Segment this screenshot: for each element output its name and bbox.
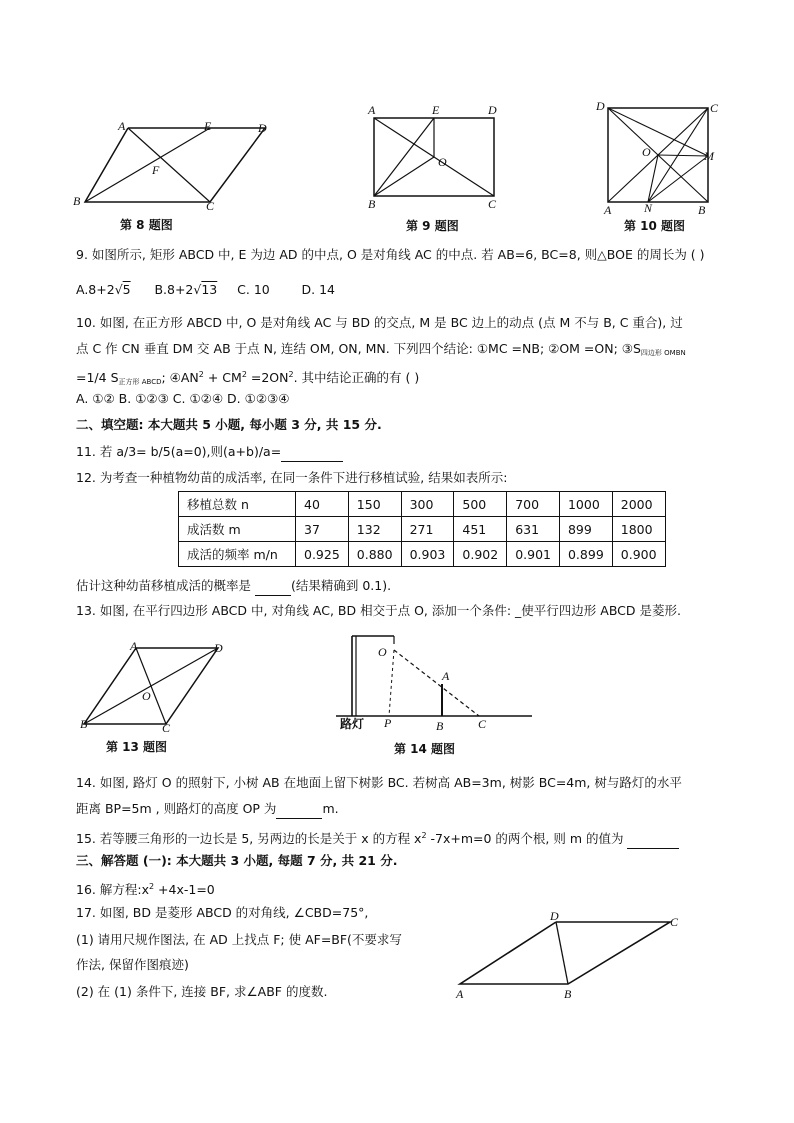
fig9-label-o: O (438, 155, 447, 169)
q10-line1: 10. 如图, 在正方形 ABCD 中, O 是对角线 AC 与 BD 的交点, M 是 BC 边上的动点 (点 M 不与 B, C 重合), 过 (76, 315, 683, 330)
section-2-title: 二、填空题: 本大题共 5 小题, 每小题 3 分, 共 15 分. (76, 417, 382, 432)
fig17-label-b: B (564, 987, 572, 1001)
fig14-label-p: P (384, 716, 392, 730)
q12-after: 估计这种幼苗移植成活的概率是 (结果精确到 0.1). (76, 577, 391, 596)
fig13-caption: 第 13 题图 (106, 740, 168, 754)
fig10-label-b: B (698, 203, 706, 217)
fig14-caption: 第 14 题图 (394, 742, 456, 756)
fig17-label-a: A (456, 987, 464, 1001)
figure-13 (76, 640, 236, 758)
fig13-label-b: B (80, 717, 88, 731)
q9-text: 9. 如图所示, 矩形 ABCD 中, E 为边 AD 的中点, O 是对角线 AC 的中点. 若 AB=6, BC=8, 则△BOE 的周长为 ( ) (76, 247, 705, 262)
q13-text: 13. 如图, 在平行四边形 ABCD 中, 对角线 AC, BD 相交于点 O, 添加一个条件: _使平行四边形 ABCD 是菱形. (76, 603, 681, 618)
q12-answer-blank[interactable] (255, 577, 291, 596)
figure-10 (594, 98, 726, 238)
fig14-label-a: A (442, 669, 450, 683)
q12-table (178, 491, 666, 567)
q17-line3: 作法, 保留作图痕迹) (76, 957, 189, 972)
figure-9 (362, 100, 512, 238)
fig10-caption: 第 10 题图 (624, 219, 686, 233)
q15-answer-blank[interactable] (627, 830, 679, 849)
figure-8 (70, 118, 270, 234)
q11-text: 11. 若 a/3= b/5(a=0),则(a+b)/a= (76, 443, 343, 462)
fig8-caption: 第 8 题图 (120, 218, 173, 232)
fig13-label-c: C (162, 721, 171, 735)
fig9-label-b: B (368, 197, 376, 211)
q15-text: 15. 若等腰三角形的一边长是 5, 另两边的长是关于 x 的方程 $x^2$ -7x+m=0 的两个根, 则 m 的值为 (76, 827, 679, 849)
q17-line4: (2) 在 (1) 条件下, 连接 BF, 求∠ABF 的度数. (76, 984, 328, 999)
q10-options: A. ①② B. ①②③ C. ①②④ D. ①②③④ (76, 391, 290, 406)
q17-line2: (1) 请用尺规作图法, 在 AD 上找点 F; 使 AF=BF(不要求写 (76, 932, 402, 947)
q14-line2: 距离 BP=5m , 则路灯的高度 OP 为 m. (76, 800, 339, 819)
fig8-label-b: B (73, 194, 81, 208)
q10-line3: =1/4 S正方形 ABCD; $④AN^2 + CM^2 =2ON^2$. 其中结论正确的有 ( ) (76, 370, 420, 387)
fig14-label-o: O (378, 645, 387, 659)
fig8-label-a: A (118, 119, 126, 133)
q9-option-d: D. 14 (301, 282, 336, 297)
fig10-label-n: N (644, 201, 653, 215)
fig10-label-o: O (642, 145, 651, 159)
figure-17 (452, 908, 692, 1004)
fig13-label-a: A (130, 640, 138, 653)
fig13-label-d: D (214, 641, 223, 655)
q14-line1: 14. 如图, 路灯 O 的照射下, 小树 AB 在地面上留下树影 BC. 若树高 AB=3m, 树影 BC=4m, 树与路灯的水平 (76, 775, 682, 790)
fig9-label-a: A (368, 103, 376, 117)
table-row: 移植总数 n 40 150 300 500 700 1000 2000 (179, 492, 666, 517)
fig8-label-c: C (206, 199, 215, 213)
q9-option-c: C. 10 (237, 282, 270, 297)
fig9-caption: 第 9 题图 (406, 219, 459, 233)
fig10-label-d: D (596, 99, 605, 113)
fig8-label-d: D (258, 121, 267, 135)
q16-text: 16. 解方程$:x^2 +4x-1=0$ (76, 882, 215, 898)
fig10-label-a: A (604, 203, 612, 217)
q9-options (76, 281, 335, 299)
fig14-label-lamp: 路灯 (340, 717, 365, 731)
fig8-label-f: F (152, 163, 160, 177)
fig8-label-e: E (204, 119, 212, 133)
q9-option-a: A.8+2√5 (76, 282, 131, 297)
fig10-label-c: C (710, 101, 719, 115)
q9-option-b: B.8+2√13 (154, 282, 218, 297)
fig9-label-e: E (432, 103, 440, 117)
fig14-label-c: C (478, 717, 487, 731)
fig17-label-c: C (670, 915, 679, 929)
q12-text: 12. 为考查一种植物幼苗的成活率, 在同一条件下进行移植试验, 结果如表所示: (76, 470, 508, 485)
table-row: 成活数 m 37 132 271 451 631 899 1800 (179, 517, 666, 542)
fig14-label-b: B (436, 719, 444, 733)
q10-line2: 点 C 作 CN 垂直 DM 交 AB 于点 N, 连结 OM, ON, MN. 下列四个结论: ①MC =NB; ②OM =ON; ③S四边形 OMBN (76, 341, 686, 357)
table-row: 成活的频率 m/n 0.925 0.880 0.903 0.902 0.901 0.899 0.900 (179, 542, 666, 567)
q11-answer-blank[interactable] (281, 443, 343, 462)
fig17-label-d: D (550, 909, 559, 923)
figure-14 (334, 630, 534, 760)
section-3-title: 三、解答题 (一): 本大题共 3 小题, 每题 7 分, 共 21 分. (76, 853, 398, 868)
fig9-label-c: C (488, 197, 497, 211)
q17-line1: 17. 如图, BD 是菱形 ABCD 的对角线, ∠CBD=75°, (76, 905, 369, 920)
fig9-label-d: D (488, 103, 497, 117)
q14-answer-blank[interactable] (276, 800, 322, 819)
fig13-label-o: O (142, 689, 151, 703)
fig10-label-m: M (704, 149, 714, 163)
